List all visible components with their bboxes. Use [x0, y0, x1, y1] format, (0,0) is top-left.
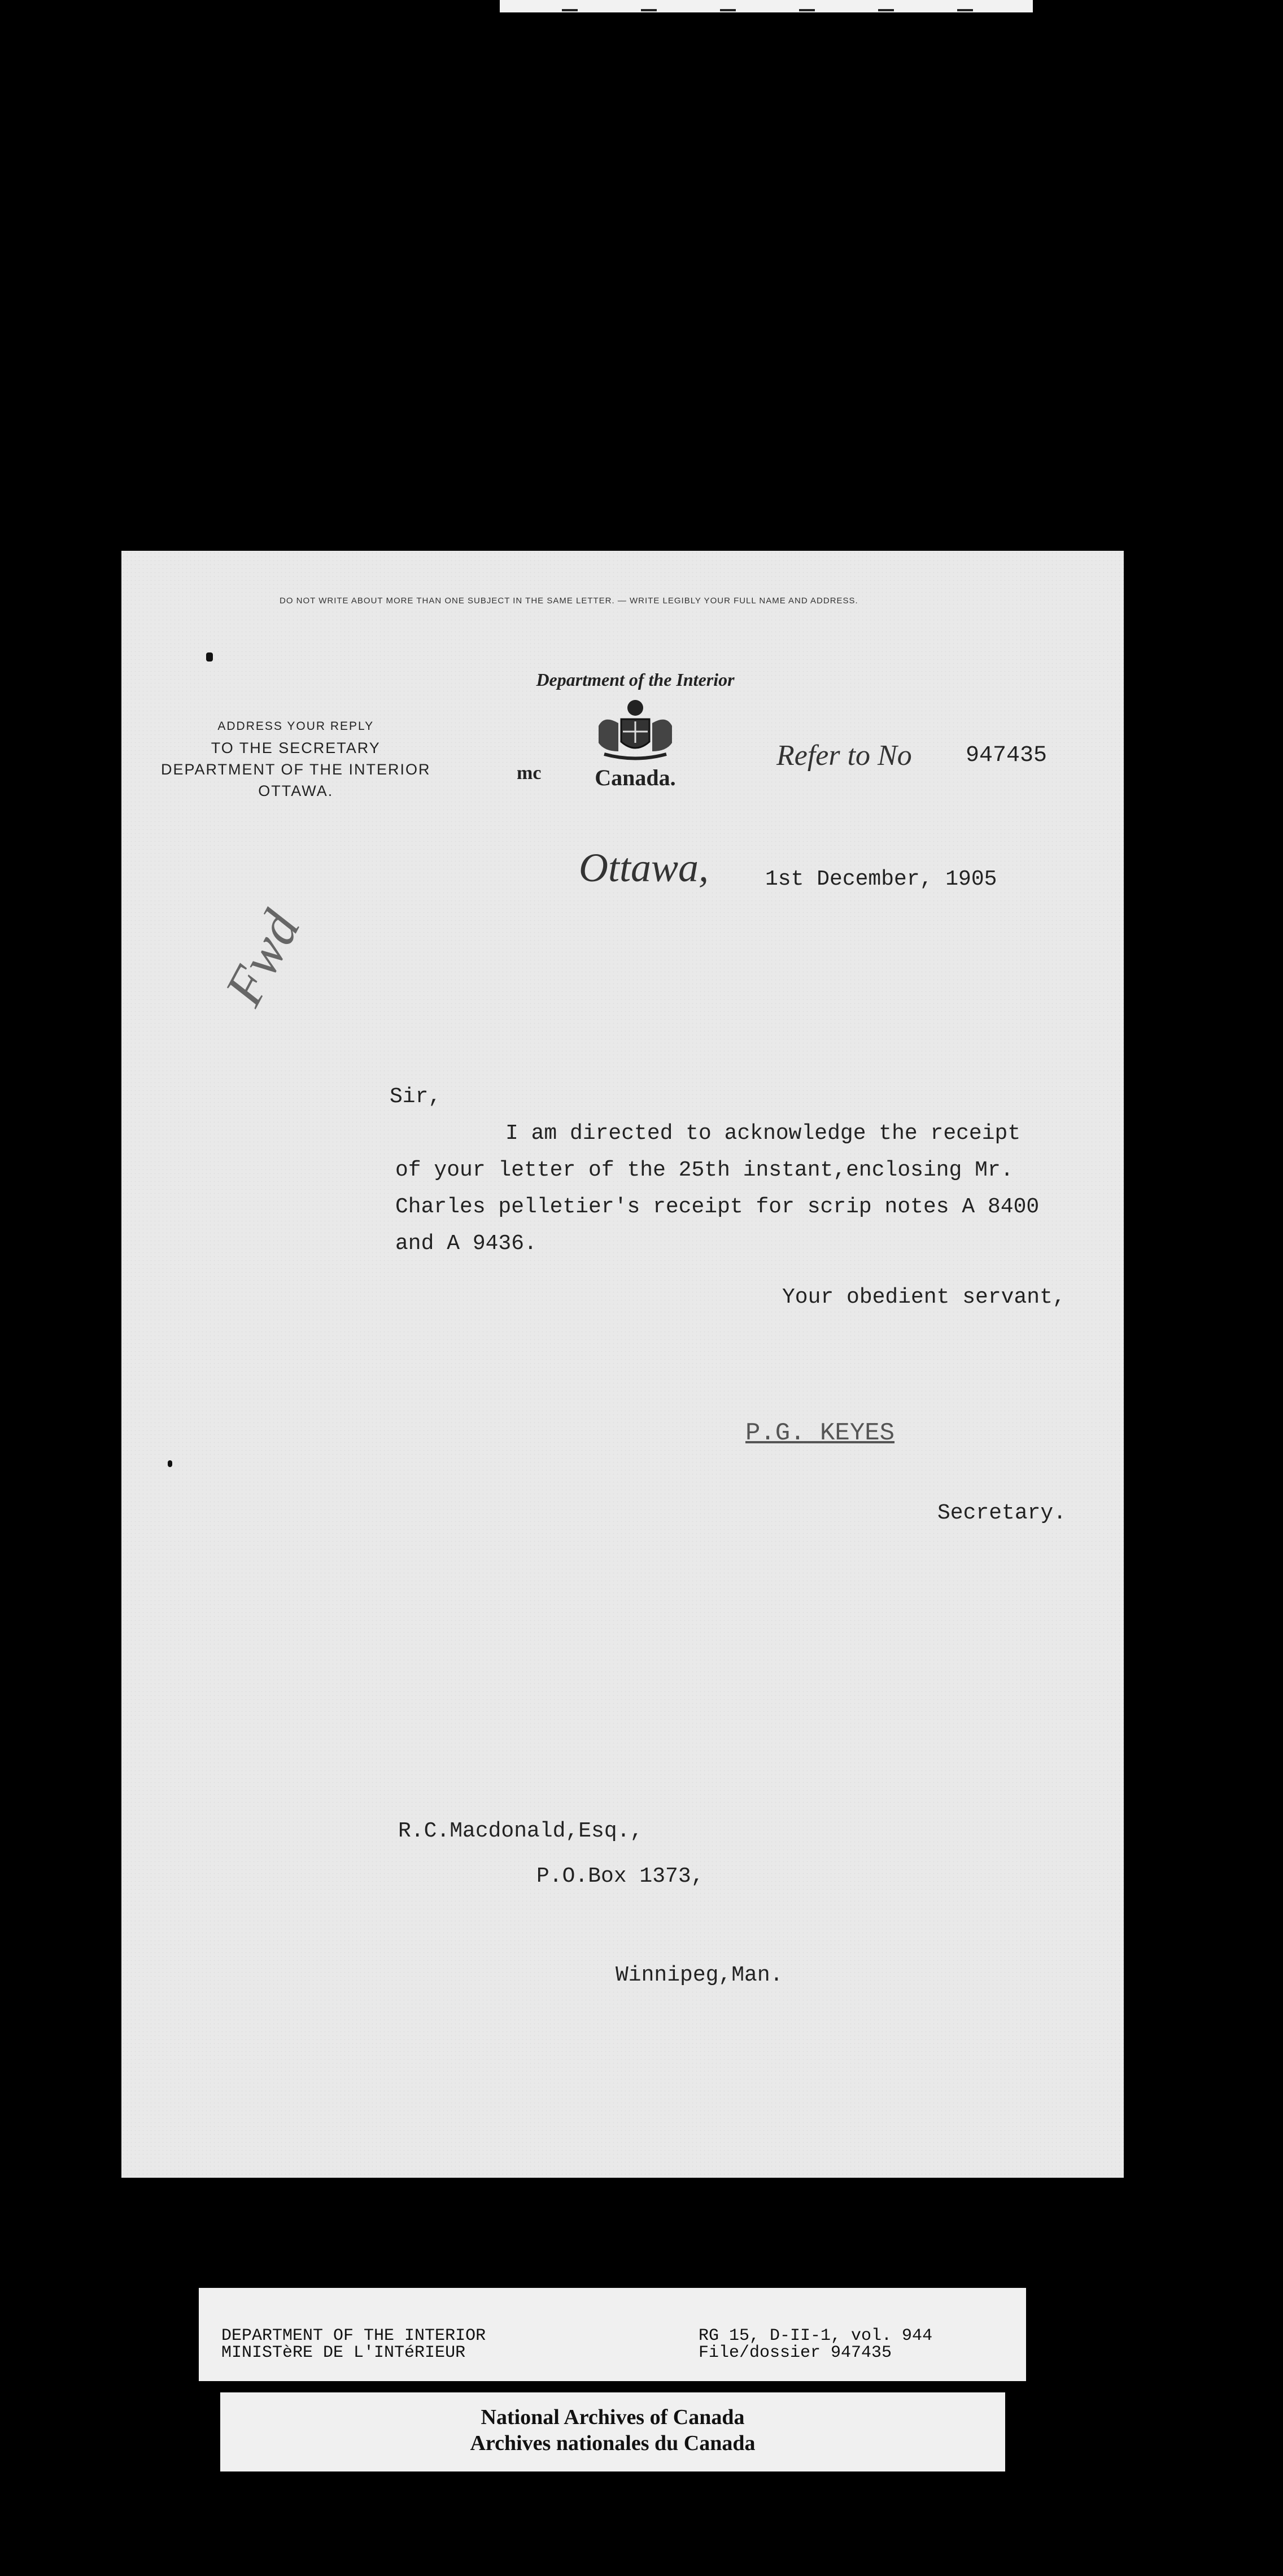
record-group: RG 15, D-II-1, vol. 944 — [699, 2326, 933, 2346]
ink-spot — [168, 1460, 172, 1467]
handwritten-margin-note: Fwd — [212, 901, 312, 1015]
file-number: File/dossier 947435 — [699, 2343, 892, 2362]
strip-mark — [957, 2, 973, 11]
body-line: I am directed to acknowledge the receipt — [505, 1121, 1021, 1146]
place-name: Ottawa, — [579, 845, 709, 890]
department-crest — [517, 669, 754, 799]
body-line: and A 9436. — [395, 1232, 537, 1256]
address-line: OTTAWA. — [258, 782, 334, 799]
archive-reference-label — [199, 2288, 1026, 2381]
signature-stamp: P.G. KEYES — [745, 1419, 895, 1447]
recipient-name: R.C.Macdonald,Esq., — [398, 1819, 643, 1843]
recipient-city: Winnipeg,Man. — [616, 1963, 783, 1987]
address-line: ADDRESS YOUR REPLY — [217, 720, 374, 733]
archive-department — [221, 2327, 486, 2361]
body-line: of your letter of the 25th instant,enclosing Mr. — [395, 1158, 1014, 1182]
body-line: Charles pelletier's receipt for scrip notes A 8400 — [395, 1195, 1040, 1219]
strip-mark — [799, 2, 815, 11]
department-name: Department of the Interior — [536, 669, 735, 690]
ink-spot — [206, 652, 213, 662]
archive-file-reference — [699, 2327, 932, 2361]
salutation: Sir, — [390, 1085, 442, 1109]
refer-number: 947435 — [966, 743, 1048, 768]
coat-of-arms-icon — [587, 698, 683, 765]
address-line: TO THE SECRETARY — [211, 739, 381, 756]
strip-mark — [878, 2, 894, 11]
initials: mc — [517, 763, 542, 784]
department-fr: MINISTèRE DE L'INTéRIEUR — [221, 2343, 466, 2362]
country-name: Canada. — [595, 765, 676, 790]
address-line: DEPARTMENT OF THE INTERIOR — [161, 761, 431, 778]
letter-date: 1st December, 1905 — [765, 867, 997, 891]
strip-mark — [562, 2, 578, 11]
archive-name-fr: Archives nationales du Canada — [470, 2431, 756, 2455]
letterhead-notice: DO NOT WRITE ABOUT MORE THAN ONE SUBJECT IN THE SAME LETTER. — WRITE LEGIBLY YOUR FULL NAME AND ADDRESS. — [280, 596, 858, 606]
archive-stamp — [220, 2392, 1005, 2471]
top-film-strip — [500, 0, 1033, 12]
refer-label: Refer to No — [776, 739, 912, 772]
department-en: DEPARTMENT OF THE INTERIOR — [221, 2326, 486, 2346]
signer-title: Secretary. — [937, 1501, 1067, 1525]
closing: Your obedient servant, — [782, 1285, 1066, 1309]
strip-mark — [641, 2, 657, 11]
reply-address — [161, 716, 431, 802]
recipient-box: P.O.Box 1373, — [536, 1864, 704, 1889]
letter-page — [121, 551, 1124, 2178]
archive-name-en: National Archives of Canada — [481, 2405, 745, 2429]
strip-mark — [720, 2, 736, 11]
